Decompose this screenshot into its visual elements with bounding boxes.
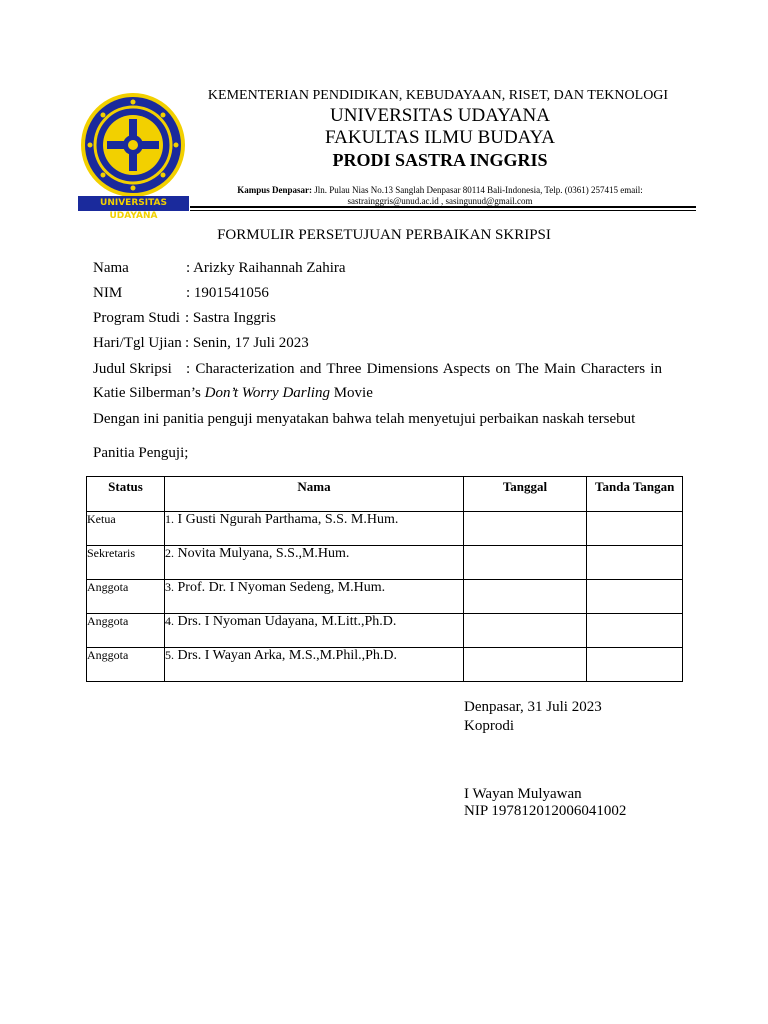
table-header-row	[87, 477, 683, 512]
university-emblem-icon	[76, 92, 191, 214]
ministry-name: KEMENTERIAN PENDIDIKAN, KEBUDAYAAN, RISET, DAN TEKNOLOGI	[207, 88, 669, 103]
sign-place-date: Denpasar, 31 Juli 2023	[464, 699, 602, 715]
faculty-name: FAKULTAS ILMU BUDAYA	[324, 127, 556, 148]
row-status: Anggota	[87, 648, 165, 682]
row-signature-cell[interactable]	[587, 580, 683, 614]
header-divider	[190, 206, 696, 208]
table-row	[87, 546, 683, 580]
row-date-cell[interactable]	[464, 580, 587, 614]
thesis-title-post: Movie	[329, 385, 373, 401]
program-name: PRODI SASTRA INGGRIS	[332, 150, 548, 170]
row-status: Anggota	[87, 580, 165, 614]
row-name: 2. Novita Mulyana, S.S.,M.Hum.	[165, 546, 464, 580]
approval-statement: Dengan ini panitia penguji menyatakan bahwa telah menyetujui perbaikan naskah tersebut	[93, 411, 636, 427]
row-name: 1. I Gusti Ngurah Parthama, S.S. M.Hum.	[165, 512, 464, 546]
header-nama: Nama	[165, 477, 464, 512]
table-row	[87, 648, 683, 682]
prodi-label: Program Studi	[93, 310, 181, 326]
thesis-title-label: Judul Skripsi	[93, 361, 172, 377]
university-name: UNIVERSITAS UDAYANA	[330, 105, 550, 126]
thesis-title-pre: Katie Silberman’s	[93, 385, 205, 401]
row-status: Anggota	[87, 614, 165, 648]
address-label: Kampus Denpasar:	[237, 185, 312, 195]
table-row	[87, 614, 683, 648]
table-row	[87, 580, 683, 614]
panel-label: Panitia Penguji;	[93, 445, 189, 461]
sign-name: I Wayan Mulyawan	[464, 786, 582, 802]
row-name: 3. Prof. Dr. I Nyoman Sedeng, M.Hum.	[165, 580, 464, 614]
logo-caption: UNIVERSITAS UDAYANA	[100, 198, 167, 221]
row-signature-cell[interactable]	[587, 648, 683, 682]
sign-nip: NIP 197812012006041002	[464, 803, 627, 819]
form-title: FORMULIR PERSETUJUAN PERBAIKAN SKRIPSI	[217, 227, 551, 243]
exam-date-label: Hari/Tgl Ujian	[93, 335, 182, 351]
row-status: Ketua	[87, 512, 165, 546]
header-status: Status	[87, 477, 165, 512]
table-row	[87, 512, 683, 546]
row-date-cell[interactable]	[464, 546, 587, 580]
sign-role: Koprodi	[464, 718, 514, 734]
header-tanda-tangan: Tanda Tangan	[587, 477, 683, 512]
examiner-table	[86, 476, 683, 682]
thesis-title-line-1: : Characterization and Three Dimensions Aspects on The Main Characters in	[186, 361, 662, 377]
row-signature-cell[interactable]	[587, 614, 683, 648]
row-name: 5. Drs. I Wayan Arka, M.S.,M.Phil.,Ph.D.	[165, 648, 464, 682]
university-logo	[76, 92, 191, 221]
row-date-cell[interactable]	[464, 648, 587, 682]
address-line-1: Jln. Pulau Nias No.13 Sanglah Denpasar 80114 Bali-Indonesia, Telp. (0361) 257415 email:	[314, 185, 643, 195]
exam-date-value: : Senin, 17 Juli 2023	[185, 335, 309, 351]
header-divider-thin	[190, 210, 696, 211]
row-date-cell[interactable]	[464, 614, 587, 648]
nim-value: : 1901541056	[186, 285, 269, 301]
thesis-title-line-2	[93, 385, 373, 402]
header-tanggal: Tanggal	[464, 477, 587, 512]
nim-label: NIM	[93, 285, 123, 301]
nama-label: Nama	[93, 260, 129, 276]
row-date-cell[interactable]	[464, 512, 587, 546]
nama-value: : Arizky Raihannah Zahira	[186, 260, 346, 276]
row-status: Sekretaris	[87, 546, 165, 580]
address-line-2: sastrainggris@unud.ac.id , sasingunud@gmail.com	[347, 196, 533, 206]
row-signature-cell[interactable]	[587, 546, 683, 580]
row-signature-cell[interactable]	[587, 512, 683, 546]
prodi-value: : Sastra Inggris	[185, 310, 276, 326]
campus-address	[180, 185, 700, 207]
thesis-title-italic: Don’t Worry Darling	[204, 385, 330, 401]
row-name: 4. Drs. I Nyoman Udayana, M.Litt.,Ph.D.	[165, 614, 464, 648]
